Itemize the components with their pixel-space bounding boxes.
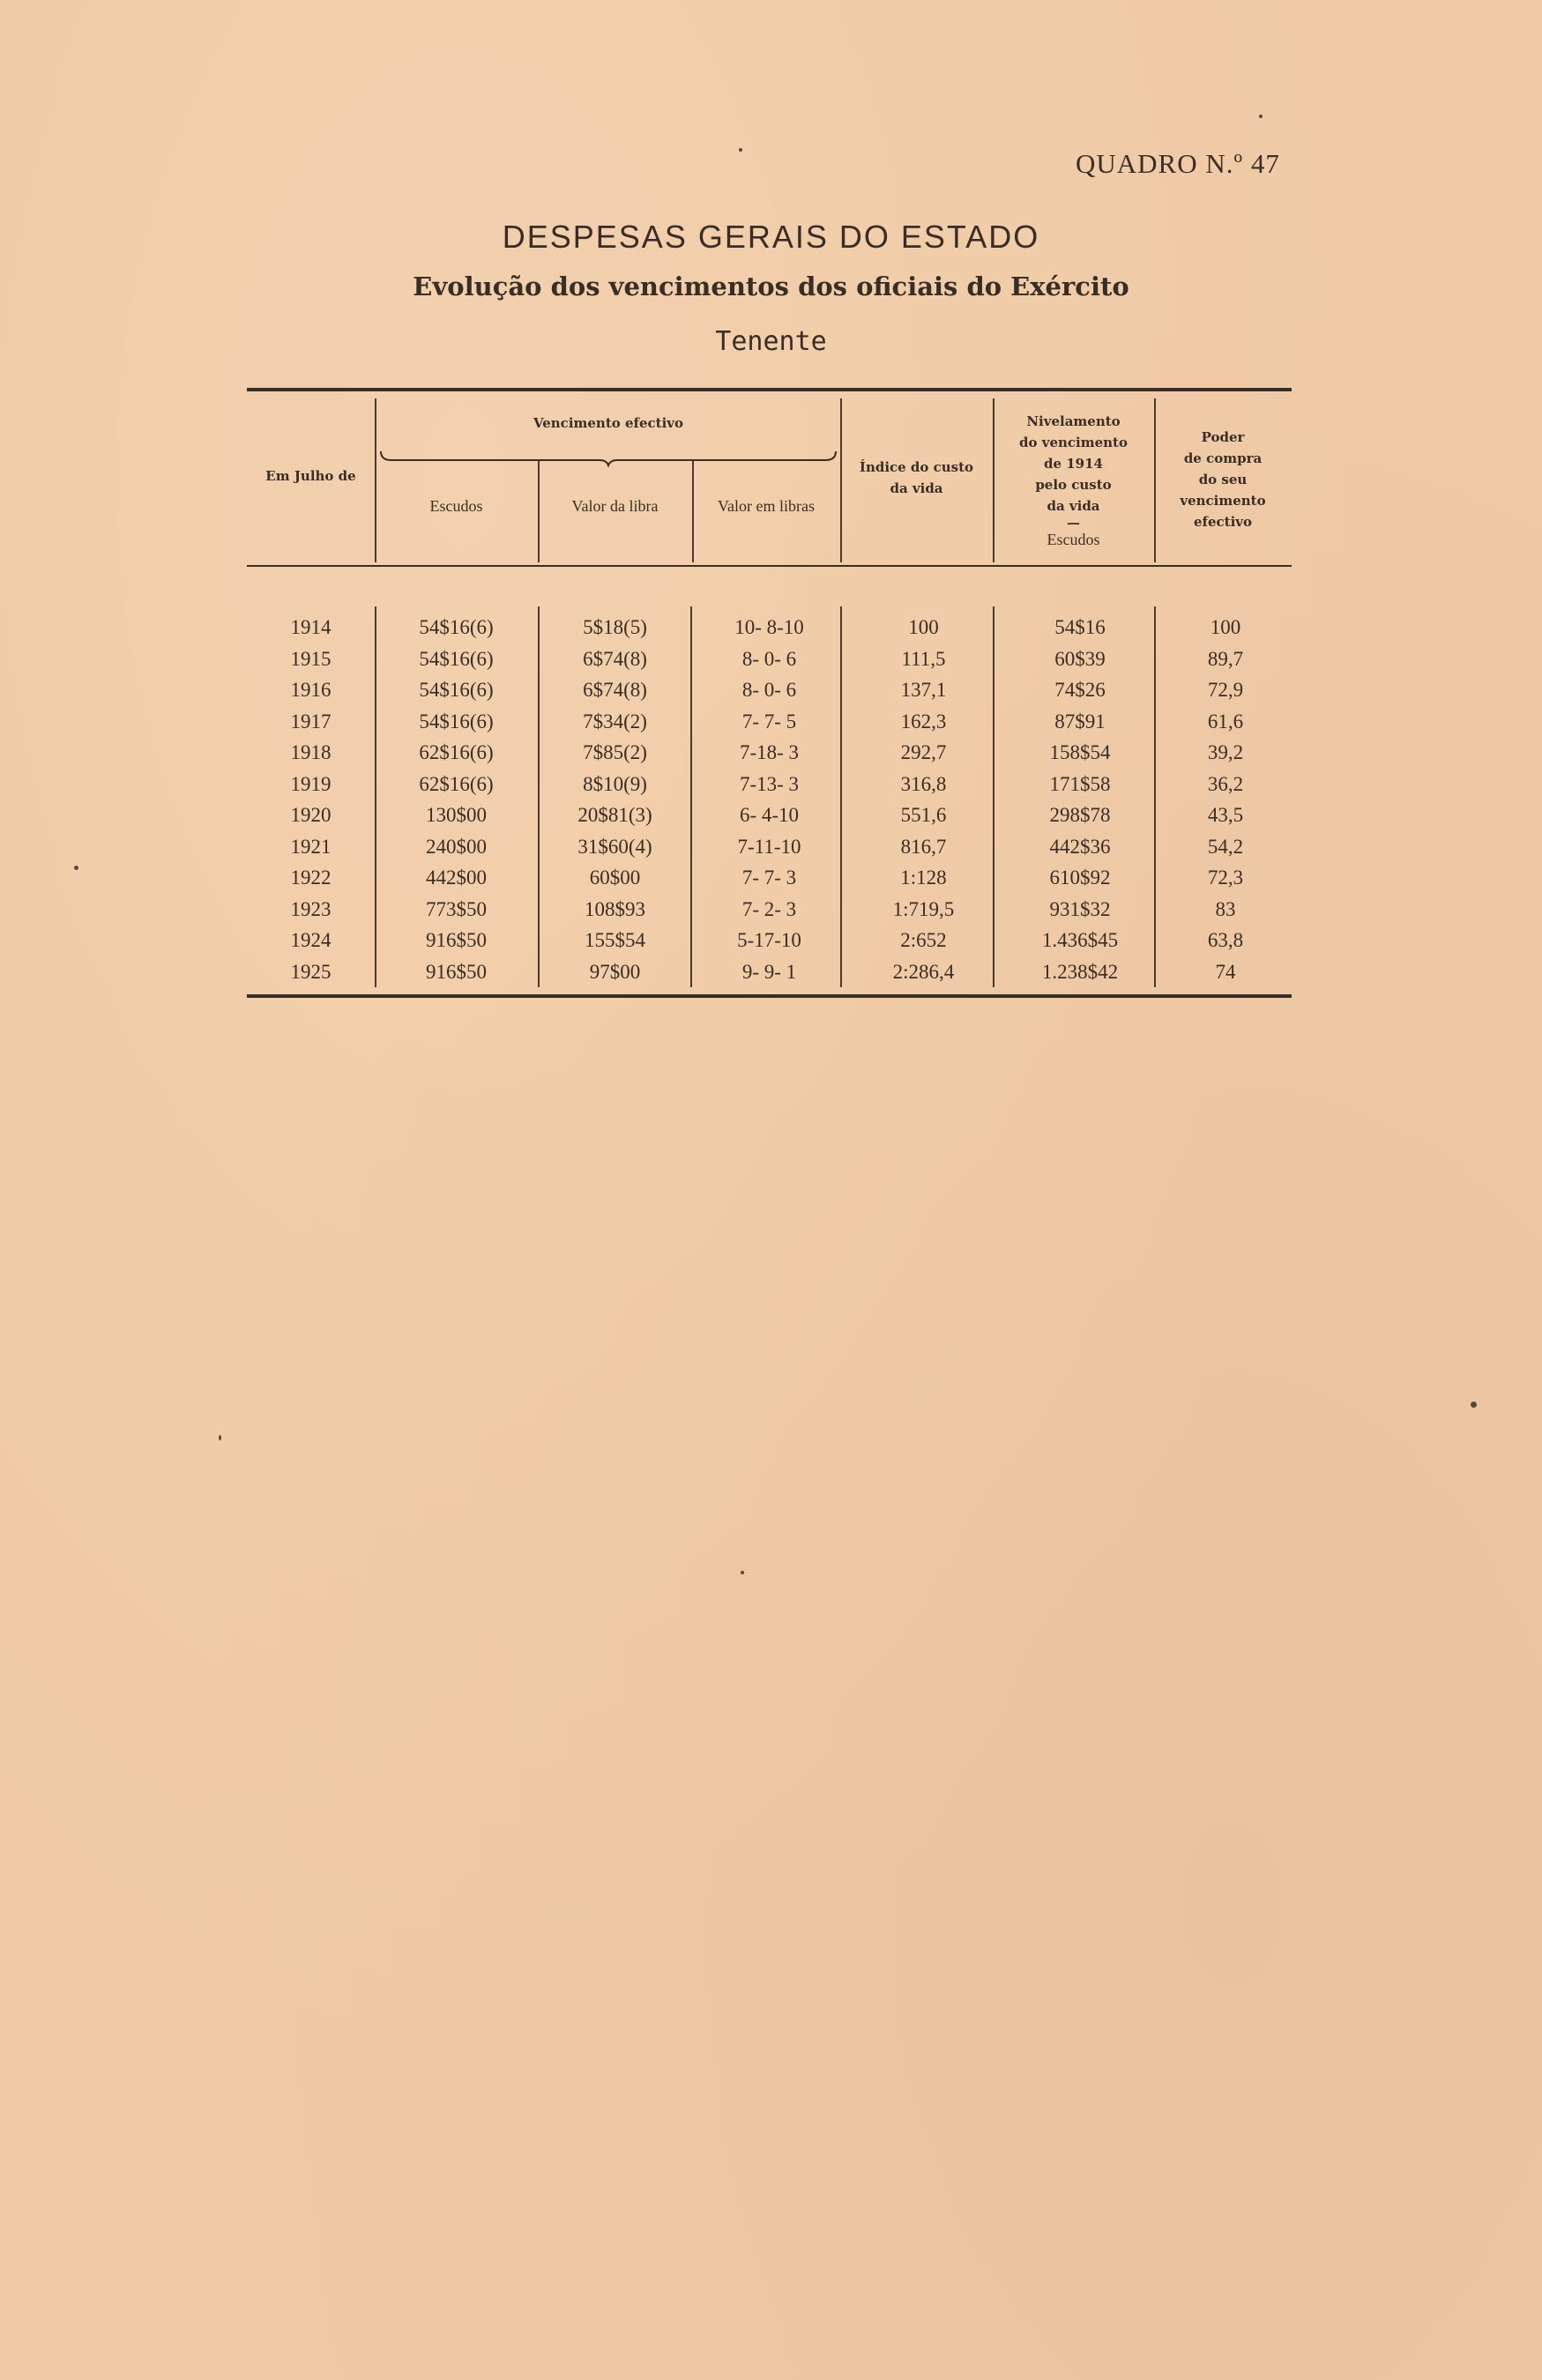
cell-year: 1916 (290, 679, 331, 701)
cell-valor-libra: 20$81(3) (577, 804, 652, 826)
col-header-poder-line: do seu (1198, 472, 1248, 487)
table-row (247, 612, 1292, 643)
cell-nivelamento: 1.238$42 (1041, 960, 1119, 983)
cell-valor-em-libras: 8- 0- 6 (741, 679, 797, 701)
header-divider (375, 398, 376, 562)
table-row (247, 800, 1292, 831)
cell-valor-em-libras: 7- 7- 5 (741, 710, 797, 733)
table-row (247, 706, 1292, 738)
table-row (247, 674, 1292, 706)
table-row (247, 831, 1292, 863)
cell-indice: 1:128 (900, 866, 947, 889)
cell-year: 1915 (290, 647, 331, 670)
cell-valor-libra: 155$54 (585, 929, 645, 951)
cell-year: 1919 (290, 772, 331, 795)
col-header-nivelamento-line: do vencimento (1019, 435, 1128, 450)
cell-poder: 39,2 (1207, 741, 1244, 763)
cell-indice: 292,7 (900, 741, 947, 763)
col-header-valor-em-libras: Valor em libras (718, 497, 815, 515)
cell-valor-libra: 108$93 (585, 897, 645, 920)
paper-speck (74, 866, 78, 870)
cell-nivelamento: 610$92 (1049, 866, 1111, 889)
cell-poder: 61,6 (1207, 710, 1244, 733)
cell-year: 1922 (290, 866, 331, 889)
cell-valor-libra: 97$00 (589, 960, 641, 983)
cell-escudos: 54$16(6) (419, 647, 494, 670)
table-row (247, 956, 1292, 988)
col-header-poder-line: Poder (1201, 429, 1245, 445)
cell-valor-em-libras: 10- 8-10 (734, 616, 804, 638)
col-header-year: Em Julho de (265, 468, 356, 484)
table-bottom-rule (247, 994, 1292, 998)
col-header-indice-line: da vida (890, 480, 943, 496)
cell-escudos: 240$00 (426, 835, 487, 858)
cell-valor-libra: 7$34(2) (583, 710, 647, 733)
cell-poder: 100 (1210, 616, 1241, 638)
cell-nivelamento: 442$36 (1049, 835, 1111, 858)
cell-nivelamento: 931$32 (1049, 897, 1111, 920)
cell-poder: 72,3 (1207, 866, 1244, 889)
cell-escudos: 916$50 (426, 960, 487, 983)
cell-valor-em-libras: 6- 4-10 (739, 804, 800, 826)
cell-escudos: 54$16(6) (419, 616, 494, 638)
cell-poder: 74 (1215, 960, 1236, 983)
col-header-indice-line: Índice do custo (859, 459, 974, 475)
table-number: QUADRO N.º 47 (1076, 148, 1280, 179)
cell-nivelamento: 298$78 (1049, 804, 1111, 826)
table-row (247, 769, 1292, 800)
col-header-nivelamento-line: Nivelamento (1026, 413, 1121, 429)
col-header-nivelamento-line: da vida (1047, 498, 1100, 514)
col-header-nivelamento-line: — (1067, 515, 1080, 531)
paper-speck (1259, 115, 1263, 118)
header-brace (379, 450, 838, 467)
cell-nivelamento: 87$91 (1054, 710, 1106, 733)
table-row (247, 925, 1292, 956)
col-header-poder-line: vencimento (1180, 493, 1266, 509)
paper-speck (219, 1435, 221, 1440)
cell-nivelamento: 158$54 (1049, 741, 1111, 763)
cell-escudos: 62$16(6) (419, 741, 494, 763)
table-row (247, 862, 1292, 894)
cell-indice: 162,3 (900, 710, 947, 733)
col-header-poder-line: efectivo (1193, 514, 1253, 530)
cell-valor-em-libras: 5-17-10 (737, 929, 801, 951)
cell-valor-libra: 8$10(9) (583, 772, 647, 795)
cell-year: 1923 (290, 897, 331, 920)
cell-escudos: 54$16(6) (419, 679, 494, 701)
cell-valor-libra: 60$00 (589, 866, 641, 889)
paper-speck (741, 1571, 744, 1574)
cell-escudos: 442$00 (426, 866, 487, 889)
cell-poder: 43,5 (1207, 804, 1244, 826)
cell-poder: 89,7 (1207, 647, 1244, 670)
cell-nivelamento: 171$58 (1049, 772, 1111, 795)
cell-poder: 36,2 (1207, 772, 1244, 795)
col-header-indice (840, 457, 993, 499)
table-row (247, 737, 1292, 769)
cell-year: 1914 (290, 616, 331, 638)
col-header-poder (1154, 427, 1292, 532)
cell-valor-libra: 7$85(2) (583, 741, 647, 763)
cell-valor-libra: 6$74(8) (583, 647, 647, 670)
col-header-poder-line: de compra (1183, 450, 1263, 466)
table-row (247, 894, 1292, 926)
cell-escudos: 916$50 (426, 929, 487, 951)
col-header-valor-libra: Valor da libra (571, 497, 659, 515)
cell-indice: 111,5 (901, 647, 946, 670)
cell-year: 1924 (290, 929, 331, 951)
col-header-escudos: Escudos (429, 497, 483, 515)
cell-year: 1917 (290, 710, 331, 733)
document-title: DESPESAS GERAIS DO ESTADO (502, 219, 1040, 255)
table-top-rule (247, 388, 1292, 391)
cell-escudos: 773$50 (426, 897, 487, 920)
cell-indice: 100 (908, 616, 939, 638)
col-group-vencimento: Vencimento efectivo (533, 415, 684, 431)
cell-year: 1918 (290, 741, 331, 763)
cell-poder: 83 (1215, 897, 1236, 920)
cell-indice: 2:286,4 (892, 960, 955, 983)
cell-valor-em-libras: 7- 7- 3 (741, 866, 797, 889)
cell-poder: 63,8 (1207, 929, 1244, 951)
cell-valor-em-libras: 8- 0- 6 (741, 647, 797, 670)
cell-valor-libra: 6$74(8) (583, 679, 647, 701)
cell-valor-em-libras: 7- 2- 3 (741, 897, 797, 920)
cell-valor-em-libras: 7-11-10 (737, 835, 801, 858)
cell-indice: 551,6 (900, 804, 947, 826)
salary-table (247, 388, 1292, 998)
paper-speck (1471, 1402, 1477, 1408)
cell-indice: 1:719,5 (892, 897, 955, 920)
cell-indice: 816,7 (900, 835, 947, 858)
cell-year: 1925 (290, 960, 331, 983)
cell-nivelamento: 54$16 (1054, 616, 1106, 638)
table-row (247, 643, 1292, 675)
cell-poder: 54,2 (1207, 835, 1244, 858)
cell-nivelamento: 60$39 (1054, 647, 1106, 670)
cell-escudos: 62$16(6) (419, 772, 494, 795)
paper-speck (739, 148, 742, 152)
rank-heading: Tenente (715, 326, 827, 357)
cell-indice: 316,8 (900, 772, 947, 795)
cell-indice: 137,1 (900, 679, 947, 701)
cell-indice: 2:652 (900, 929, 947, 951)
table-header-rule (247, 565, 1292, 567)
cell-year: 1921 (290, 835, 331, 858)
cell-escudos: 130$00 (426, 804, 487, 826)
cell-valor-libra: 5$18(5) (583, 616, 647, 638)
col-header-nivelamento-line: de 1914 (1043, 456, 1103, 472)
cell-year: 1920 (290, 804, 331, 826)
document-subtitle: Evolução dos vencimentos dos oficiais do Exército (413, 271, 1129, 301)
cell-valor-em-libras: 7-18- 3 (739, 741, 800, 763)
cell-poder: 72,9 (1207, 679, 1244, 701)
cell-valor-em-libras: 9- 9- 1 (741, 960, 797, 983)
col-header-nivelamento-line: Escudos (1047, 531, 1100, 548)
cell-nivelamento: 74$26 (1054, 679, 1106, 701)
col-header-nivelamento (993, 411, 1154, 550)
cell-valor-libra: 31$60(4) (577, 835, 652, 858)
cell-nivelamento: 1.436$45 (1041, 929, 1119, 951)
cell-valor-em-libras: 7-13- 3 (739, 772, 800, 795)
col-header-nivelamento-line: pelo custo (1035, 477, 1112, 493)
cell-escudos: 54$16(6) (419, 710, 494, 733)
